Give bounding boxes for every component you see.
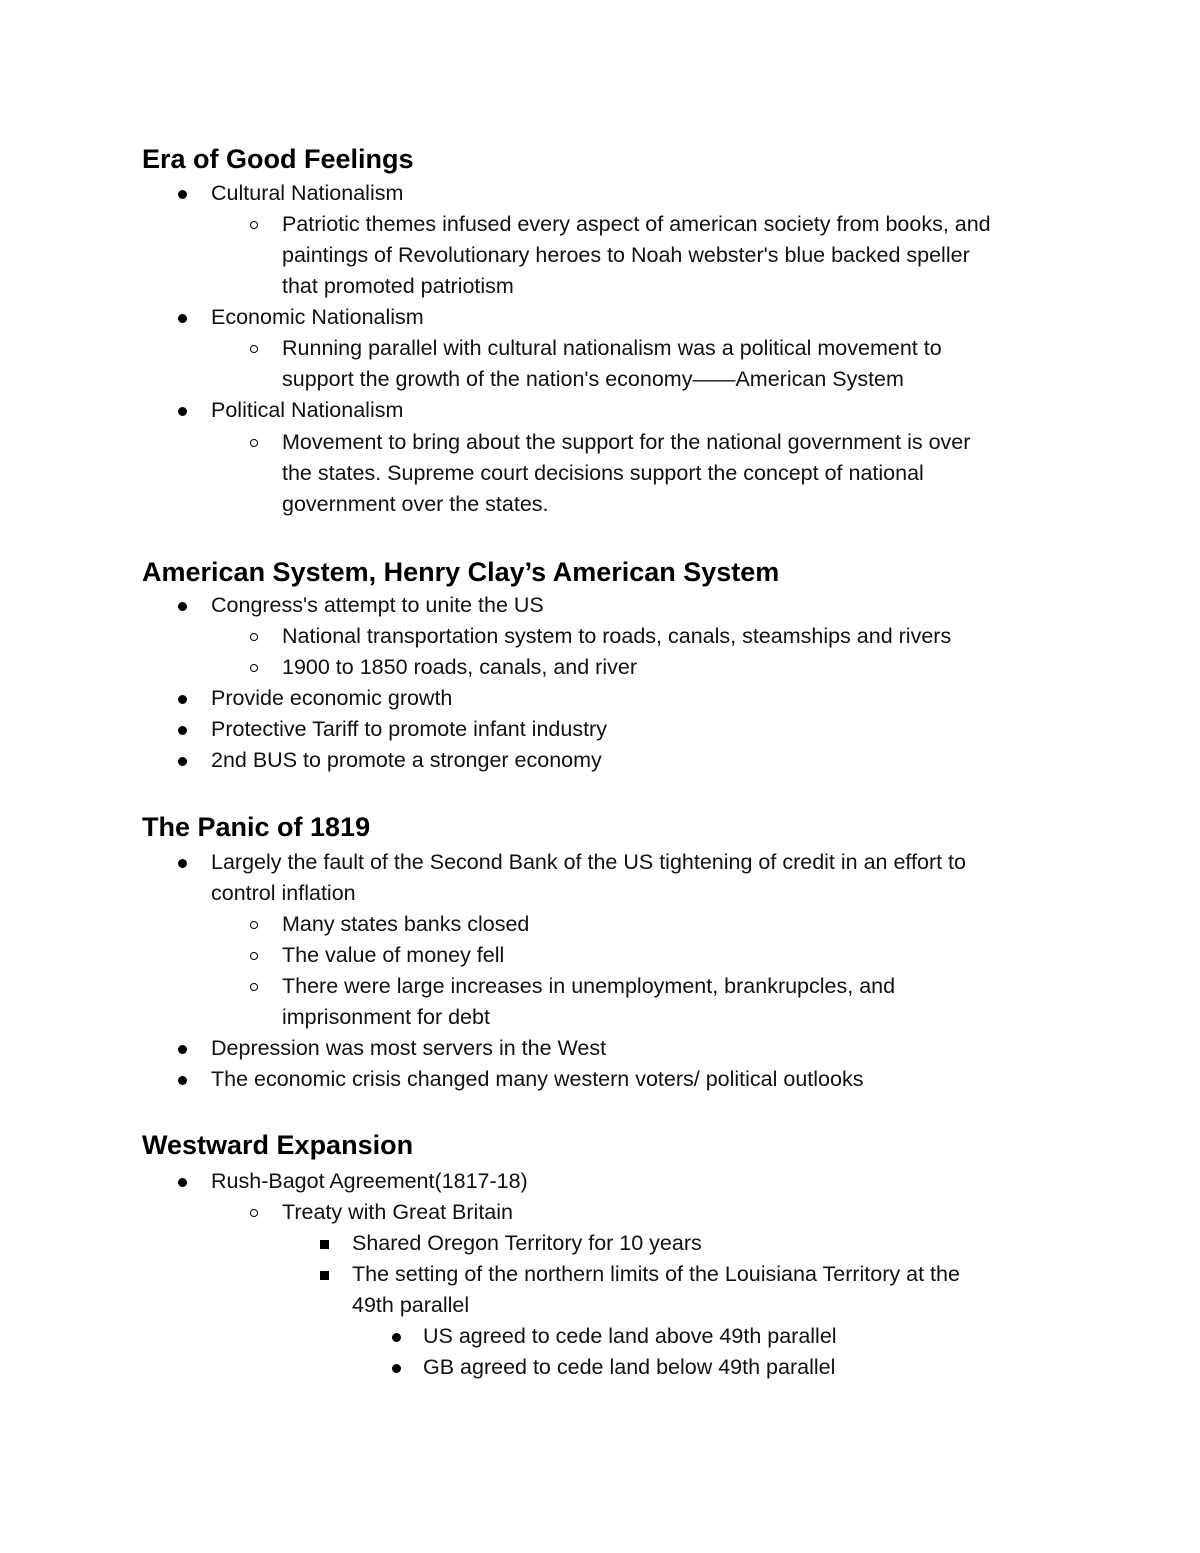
list-item-line: The value of money fell [282,943,505,967]
bullet-disc-icon [178,757,187,766]
list-item-line: National transportation system to roads, canals, steamships and rivers [282,624,952,648]
bullet-disc-icon [178,190,187,199]
list-item-political-nationalism: Political Nationalism [211,398,404,422]
list-item-line: paintings of Revolutionary heroes to Noah webster's blue backed speller [282,243,970,267]
list-item-line: the states. Supreme court decisions support the concept of national [282,461,924,485]
list-item-protective-tariff: Protective Tariff to promote infant industry [211,717,607,741]
bullet-disc-icon [178,859,187,868]
list-item-cultural-nationalism: Cultural Nationalism [211,181,404,205]
list-item-line: that promoted patriotism [282,274,514,298]
list-item-line: The setting of the northern limits of the Louisiana Territory at the [352,1262,960,1286]
bullet-square-icon [320,1240,329,1249]
bullet-circle-icon [250,439,258,447]
bullet-circle-icon [250,664,258,672]
list-item-line: imprisonment for debt [282,1005,490,1029]
list-item-2nd-bus: 2nd BUS to promote a stronger economy [211,748,602,772]
bullet-circle-icon [250,1209,258,1217]
list-item-line: 49th parallel [352,1293,470,1317]
list-item-line: Running parallel with cultural nationalism was a political movement to [282,336,942,360]
bullet-disc-icon [178,407,187,416]
bullet-disc-icon [392,1333,401,1342]
bullet-circle-icon [250,633,258,641]
bullet-circle-icon [250,921,258,929]
list-item-congress-attempt: Congress's attempt to unite the US [211,593,544,617]
list-item-line: Patriotic themes infused every aspect of american society from books, and [282,212,991,236]
section-heading-westward-expansion: Westward Expansion [142,1130,414,1160]
list-item-rush-bagot: Rush-Bagot Agreement(1817-18) [211,1169,528,1193]
list-item-line: Shared Oregon Territory for 10 years [352,1231,702,1255]
bullet-circle-icon [250,345,258,353]
bullet-circle-icon [250,983,258,991]
list-item-line: control inflation [211,881,356,905]
list-item-line: Movement to bring about the support for the national government is over [282,430,971,454]
list-item-economic-growth: Provide economic growth [211,686,453,710]
list-item-depression: Depression was most servers in the West [211,1036,607,1060]
bullet-disc-icon [178,1076,187,1085]
bullet-disc-icon [392,1364,401,1373]
list-item-line: Many states banks closed [282,912,530,936]
section-heading-american-system: American System, Henry Clay’s American System [142,557,780,587]
bullet-disc-icon [178,602,187,611]
list-item-line: support the growth of the nation's economy——American System [282,367,904,391]
bullet-square-icon [320,1271,329,1280]
list-item-economic-nationalism: Economic Nationalism [211,305,424,329]
list-item-line: GB agreed to cede land below 49th parallel [423,1355,836,1379]
bullet-disc-icon [178,726,187,735]
section-heading-era-of-good-feelings: Era of Good Feelings [142,144,414,174]
bullet-disc-icon [178,695,187,704]
list-item-line: Largely the fault of the Second Bank of the US tightening of credit in an effort to [211,850,966,874]
list-item-line: government over the states. [282,492,549,516]
bullet-disc-icon [178,1045,187,1054]
list-item-line: There were large increases in unemployment, brankrupcles, and [282,974,896,998]
bullet-circle-icon [250,952,258,960]
list-item-line: US agreed to cede land above 49th parallel [423,1324,837,1348]
bullet-disc-icon [178,314,187,323]
bullet-circle-icon [250,221,258,229]
section-heading-panic-of-1819: The Panic of 1819 [142,812,371,842]
bullet-disc-icon [178,1178,187,1187]
list-item-line: Treaty with Great Britain [282,1200,513,1224]
list-item-line: 1900 to 1850 roads, canals, and river [282,655,637,679]
list-item-economic-crisis: The economic crisis changed many western voters/ political outlooks [211,1067,864,1091]
